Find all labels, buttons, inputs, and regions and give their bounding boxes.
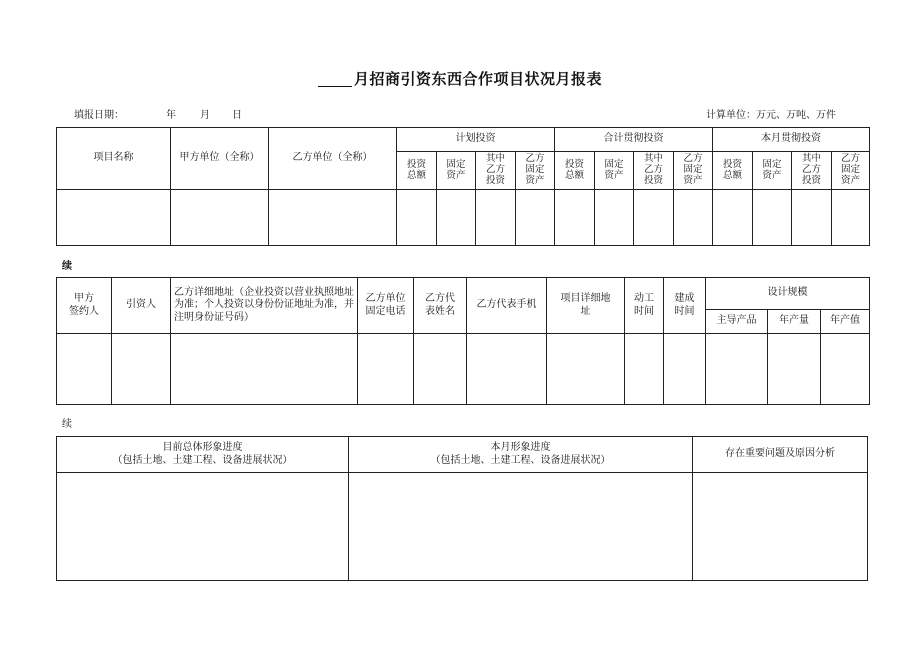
continued-label: 续 xyxy=(62,261,72,272)
data-cell[interactable] xyxy=(112,334,171,405)
header-project-name: 项目名称 xyxy=(57,128,171,190)
project-contact-table xyxy=(56,277,870,405)
data-cell[interactable] xyxy=(792,190,832,246)
data-cell[interactable] xyxy=(57,473,349,581)
title-blank-line xyxy=(318,72,352,87)
day-label: 日 xyxy=(232,110,242,121)
data-cell[interactable] xyxy=(171,334,358,405)
data-cell[interactable] xyxy=(358,334,414,405)
fill-date-label: 填报日期： xyxy=(74,110,124,121)
sub-total-investment: 投资 总额 xyxy=(397,152,437,190)
data-cell[interactable] xyxy=(595,190,634,246)
data-cell[interactable] xyxy=(832,190,870,246)
sub-party-b-investment: 其中 乙方 投资 xyxy=(476,152,516,190)
data-cell[interactable] xyxy=(547,334,625,405)
sub-party-b-fixed-assets: 乙方 固定 资产 xyxy=(674,152,713,190)
table-row xyxy=(57,473,868,581)
data-cell[interactable] xyxy=(634,190,674,246)
header-total-implemented: 合计贯彻投资 xyxy=(555,128,713,152)
header-finish-time: 建成 时间 xyxy=(664,278,706,334)
sub-party-b-investment: 其中 乙方 投资 xyxy=(792,152,832,190)
data-cell[interactable] xyxy=(706,334,768,405)
header-month-implemented: 本月贯彻投资 xyxy=(713,128,870,152)
month-label: 月 xyxy=(200,110,210,121)
data-cell[interactable] xyxy=(516,190,555,246)
progress-table xyxy=(56,436,868,581)
header-design-scale: 设计规模 xyxy=(706,278,870,310)
data-cell[interactable] xyxy=(57,334,112,405)
sub-fixed-assets: 固定 资产 xyxy=(437,152,476,190)
header-party-a: 甲方单位（全称） xyxy=(171,128,269,190)
page-title xyxy=(0,68,920,89)
header-party-b: 乙方单位（全称） xyxy=(269,128,397,190)
data-cell[interactable] xyxy=(664,334,706,405)
table-row xyxy=(57,190,870,246)
header-party-b-address: 乙方详细地址（企业投资以营业执照地址为准；个人投资以身份份证地址为准，并注明身份证号码） xyxy=(171,278,358,334)
header-month-progress: 本月形象进度 （包括土地、土建工程、设备进展状况） xyxy=(349,437,693,473)
sub-fixed-assets: 固定 资产 xyxy=(753,152,792,190)
sub-total-investment: 投资 总额 xyxy=(713,152,753,190)
data-cell[interactable] xyxy=(821,334,870,405)
sub-party-b-fixed-assets: 乙方 固定 资产 xyxy=(832,152,870,190)
header-planned-investment: 计划投资 xyxy=(397,128,555,152)
data-cell[interactable] xyxy=(437,190,476,246)
header-annual-output: 年产量 xyxy=(768,310,821,334)
header-annual-value: 年产值 xyxy=(821,310,870,334)
data-cell[interactable] xyxy=(476,190,516,246)
data-cell[interactable] xyxy=(57,190,171,246)
header-start-time: 动工 时间 xyxy=(625,278,664,334)
data-cell[interactable] xyxy=(674,190,713,246)
sub-fixed-assets: 固定 资产 xyxy=(595,152,634,190)
investment-table xyxy=(56,127,870,246)
data-cell[interactable] xyxy=(555,190,595,246)
header-party-b-rep: 乙方代 表姓名 xyxy=(414,278,467,334)
sub-party-b-investment: 其中 乙方 投资 xyxy=(634,152,674,190)
data-cell[interactable] xyxy=(753,190,792,246)
header-issues: 存在重要问题及原因分析 xyxy=(693,437,868,473)
data-cell[interactable] xyxy=(414,334,467,405)
title-text: 月招商引资东西合作项目状况月报表 xyxy=(353,70,602,88)
header-main-product: 主导产品 xyxy=(706,310,768,334)
data-cell[interactable] xyxy=(467,334,547,405)
data-cell[interactable] xyxy=(713,190,753,246)
data-cell[interactable] xyxy=(625,334,664,405)
data-cell[interactable] xyxy=(768,334,821,405)
unit-label: 计算单位：万元、万吨、万件 xyxy=(706,110,836,121)
data-cell[interactable] xyxy=(171,190,269,246)
table-row xyxy=(57,334,870,405)
data-cell[interactable] xyxy=(349,473,693,581)
header-party-b-phone: 乙方单位 固定电话 xyxy=(358,278,414,334)
data-cell[interactable] xyxy=(269,190,397,246)
continued-label: 续 xyxy=(62,419,72,430)
data-cell[interactable] xyxy=(693,473,868,581)
data-cell[interactable] xyxy=(397,190,437,246)
header-introducer: 引资人 xyxy=(112,278,171,334)
header-party-b-mobile: 乙方代表手机 xyxy=(467,278,547,334)
header-overall-progress: 目前总体形象进度 （包括土地、土建工程、设备进展状况） xyxy=(57,437,349,473)
year-label: 年 xyxy=(166,110,176,121)
header-project-address: 项目详细地 址 xyxy=(547,278,625,334)
header-party-a-signer: 甲方 签约人 xyxy=(57,278,112,334)
sub-party-b-fixed-assets: 乙方 固定 资产 xyxy=(516,152,555,190)
sub-total-investment: 投资 总额 xyxy=(555,152,595,190)
